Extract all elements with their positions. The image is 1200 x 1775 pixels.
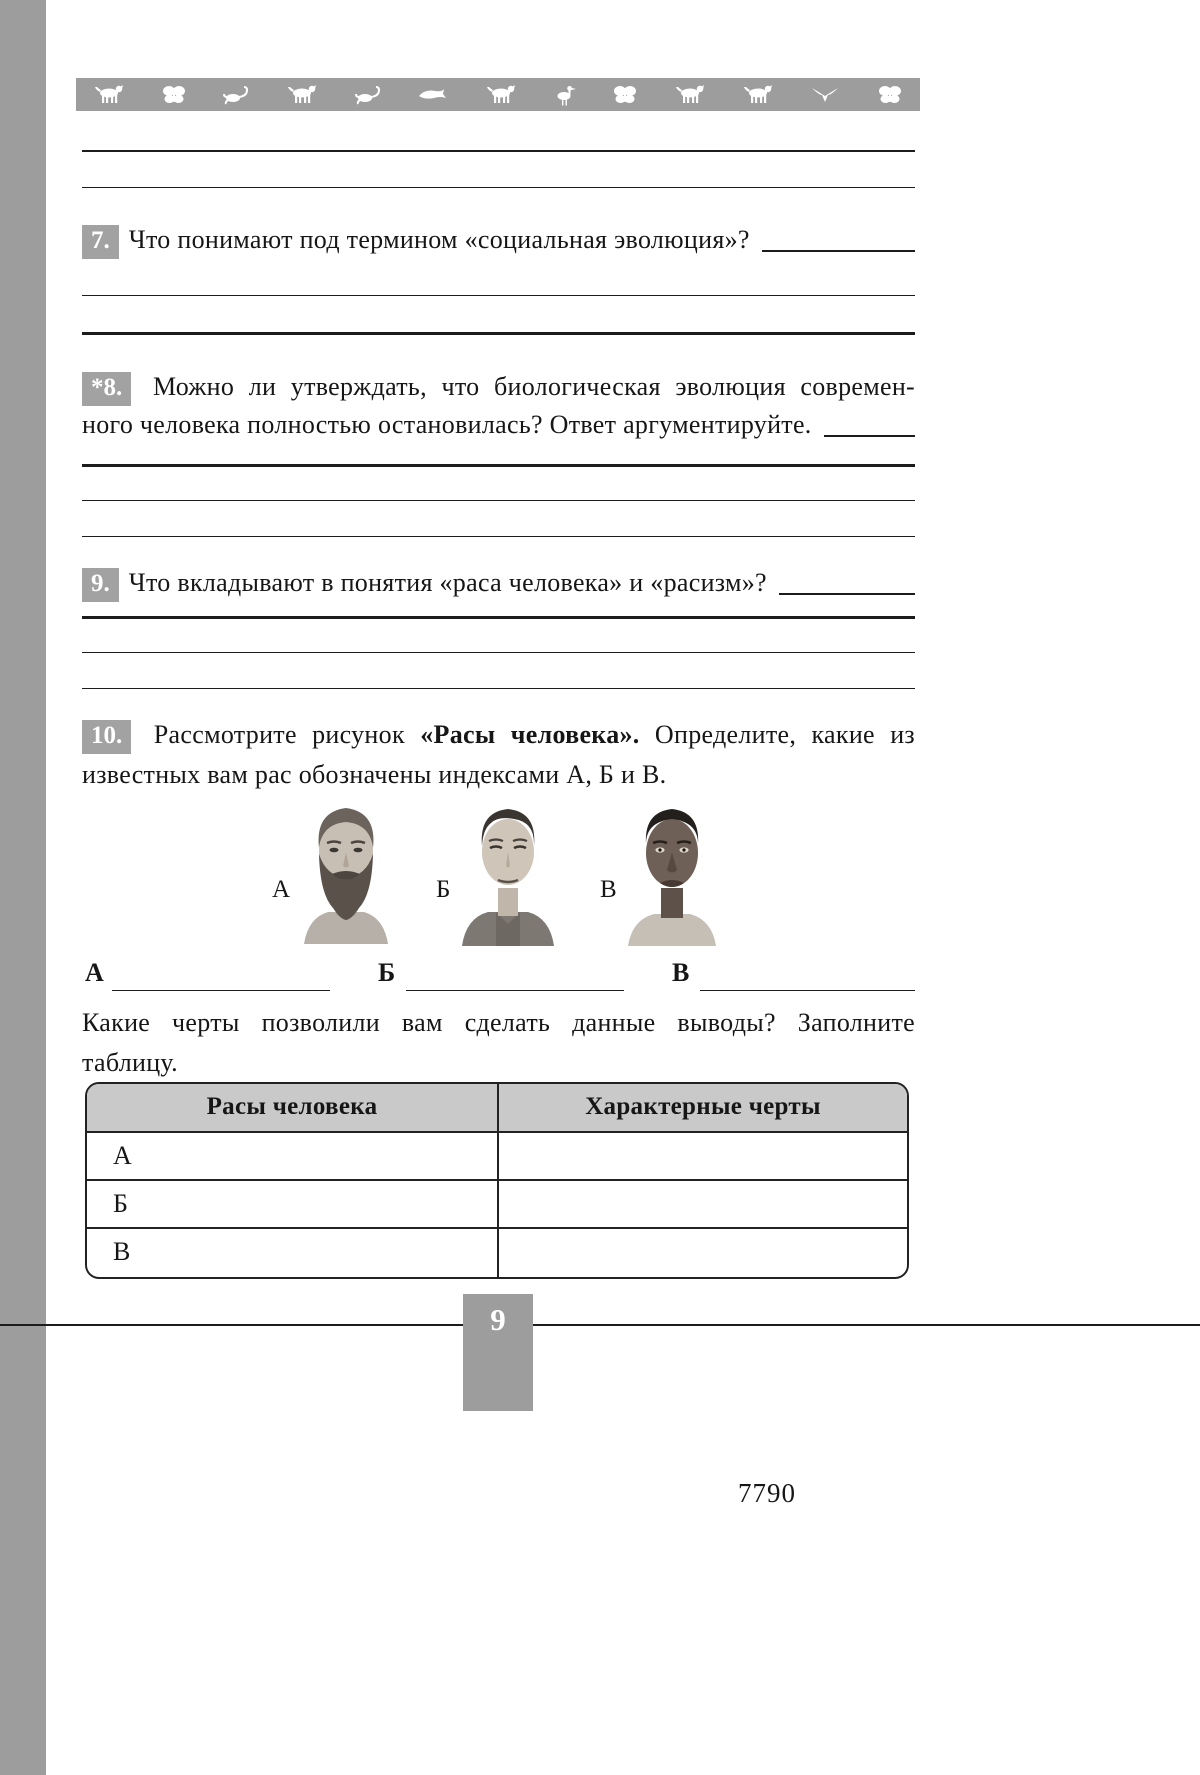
asian-man-drawing (452, 790, 564, 946)
question-7-number: 7. (82, 225, 119, 259)
table-row-v-label: В (113, 1237, 131, 1266)
question-10-text-post: Определите, какие из (639, 720, 915, 749)
answer-line[interactable] (82, 187, 915, 188)
answer-line[interactable] (82, 688, 915, 689)
question-10-number: 10. (82, 720, 131, 754)
answer-line[interactable] (82, 616, 915, 619)
answer-line[interactable] (82, 536, 915, 537)
table-row-v-value[interactable] (497, 1229, 907, 1277)
question-10-text-bold: «Расы человека». (420, 720, 640, 749)
butterfly-icon (162, 85, 186, 105)
bison-icon (94, 84, 124, 105)
answer-line[interactable] (82, 500, 915, 501)
followup-prompt-line2 (82, 1044, 915, 1084)
horse-icon (287, 84, 317, 105)
table-row-a-value[interactable] (497, 1133, 907, 1179)
monkey-icon (486, 84, 516, 105)
footer-rule (0, 1324, 1200, 1326)
table-row (87, 1181, 907, 1229)
table-row-a-label: А (113, 1141, 132, 1170)
question-9-number: 9. (82, 568, 119, 602)
moth-icon (878, 85, 902, 105)
page-number-tab (463, 1294, 533, 1411)
table-row-b-value[interactable] (497, 1181, 907, 1227)
question-9-text: Что вкладывают в понятия «раса человека» и «расизм»? (128, 568, 767, 597)
bee-icon (613, 85, 637, 105)
answer-b-label: Б (378, 958, 396, 987)
answer-b-line[interactable] (406, 990, 624, 991)
whale-icon (418, 86, 448, 104)
question-10-text-pre: Рассмотрите рисунок (153, 720, 421, 749)
page-number: 9 (490, 1302, 506, 1337)
table-row (87, 1133, 907, 1181)
kangaroo-icon (743, 84, 773, 105)
portrait-a-label: А (272, 876, 291, 903)
answer-line[interactable] (82, 652, 915, 653)
table-header-row (87, 1084, 907, 1133)
answer-line[interactable] (82, 464, 915, 467)
portrait-a-image (290, 788, 402, 944)
followup-text-line1: Какие черты позволили вам сделать данные выводы? Заполните (82, 1008, 915, 1037)
answer-line[interactable] (82, 332, 915, 335)
question-10-text-line2: известных вам рас обозначены индексами А, Б и В. (82, 760, 667, 789)
answer-v-label: В (672, 958, 690, 987)
races-table (85, 1082, 909, 1279)
lizard-icon (355, 85, 381, 105)
question-8-text-line2: ного человека полностью остановилась? Ответ аргументируйте. (82, 410, 812, 439)
answer-line[interactable] (82, 150, 915, 152)
question-7 (82, 221, 915, 261)
question-9 (82, 564, 915, 604)
side-strip (0, 0, 46, 1775)
question-10 (82, 716, 915, 755)
answer-a-line[interactable] (112, 990, 330, 991)
animal-silhouette-band (76, 78, 920, 111)
answer-line[interactable] (762, 250, 915, 252)
table-row (87, 1229, 907, 1277)
answer-a-label: А (85, 958, 104, 987)
answer-line[interactable] (824, 435, 915, 437)
scorpion-icon (223, 85, 249, 105)
eagle-icon (810, 86, 840, 104)
table-header-races: Расы человека (206, 1093, 378, 1120)
answer-line[interactable] (82, 295, 915, 296)
african-man-drawing (616, 790, 728, 946)
table-row-b-label: Б (113, 1189, 128, 1218)
question-8-text-line1: Можно ли утверждать, что биологическая эволюция современ- (153, 372, 915, 401)
wolf-icon (675, 84, 705, 105)
question-8-number: *8. (82, 372, 131, 406)
question-8 (82, 368, 915, 407)
table-header-traits: Характерные черты (497, 1084, 907, 1131)
question-7-text: Что понимают под термином «социальная эволюция»? (128, 225, 750, 254)
footer-code: 7790 (738, 1478, 796, 1508)
answer-line[interactable] (779, 593, 915, 595)
answer-v-line[interactable] (700, 990, 915, 991)
followup-prompt-line1 (82, 1004, 915, 1043)
stork-icon (554, 84, 576, 106)
bearded-man-drawing (290, 788, 402, 944)
followup-text-line2: таблицу. (82, 1048, 178, 1077)
portrait-b-label: Б (436, 876, 451, 903)
portrait-v-image (616, 790, 728, 946)
question-8-line2 (82, 406, 915, 446)
portrait-v-label: В (600, 876, 617, 903)
portrait-b-image (452, 790, 564, 946)
